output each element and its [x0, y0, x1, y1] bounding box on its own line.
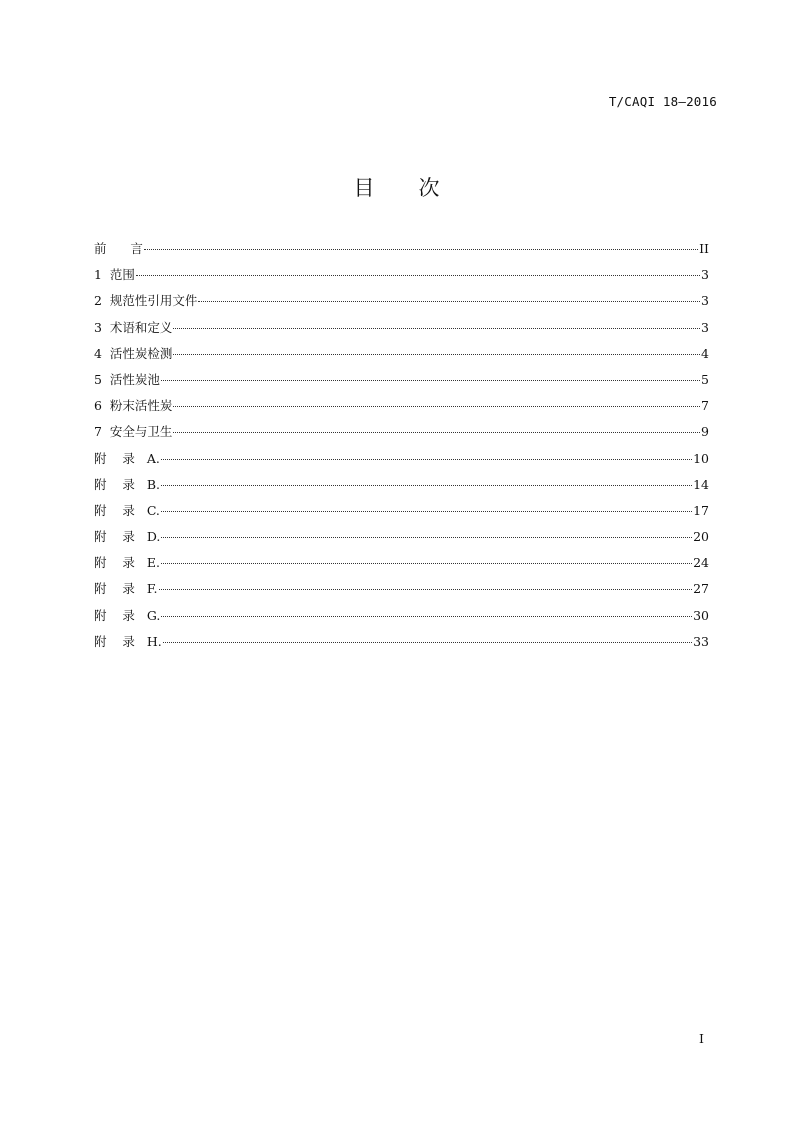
toc-entry-appendix-e[interactable] — [94, 553, 709, 579]
toc-list — [94, 239, 709, 658]
toc-entry-page: 4 — [701, 345, 709, 361]
toc-entry-page: 27 — [693, 581, 709, 597]
page-number: I — [699, 1031, 704, 1046]
toc-entry-3[interactable] — [94, 318, 709, 344]
toc-entry-label: 3 术语和定义 — [94, 319, 173, 335]
toc-entry-page: 9 — [701, 424, 709, 440]
toc-entry-appendix-d[interactable] — [94, 527, 709, 553]
toc-entry-appendix-a[interactable] — [94, 449, 709, 475]
toc-entry-page: 3 — [701, 267, 709, 283]
toc-entry-label: 附 录 F. — [94, 581, 158, 597]
toc-entry-page: 20 — [693, 529, 709, 545]
toc-entry-label: 2 规范性引用文件 — [94, 293, 198, 309]
toc-leader-dots — [198, 301, 700, 302]
toc-entry-page: 24 — [693, 555, 709, 571]
toc-entry-label: 附 录 A. — [94, 450, 160, 466]
toc-leader-dots — [136, 275, 700, 276]
toc-leader-dots — [161, 380, 700, 381]
toc-entry-page: 33 — [693, 633, 709, 649]
toc-entry-appendix-f[interactable] — [94, 579, 709, 605]
toc-entry-page: 7 — [701, 398, 709, 414]
toc-entry-label: 4 活性炭检测 — [94, 345, 173, 361]
toc-leader-dots — [173, 432, 700, 433]
toc-entry-7[interactable] — [94, 422, 709, 448]
toc-leader-dots — [161, 537, 692, 538]
toc-entry-label: 附 录 D. — [94, 529, 161, 545]
toc-entry-label: 5 活性炭池 — [94, 371, 160, 387]
toc-leader-dots — [161, 485, 692, 486]
toc-leader-dots — [173, 406, 700, 407]
toc-entry-1[interactable] — [94, 265, 709, 291]
toc-leader-dots — [161, 459, 692, 460]
toc-title-char-2: 次 — [418, 176, 440, 200]
toc-entry-page: 5 — [701, 371, 709, 387]
toc-leader-dots — [161, 616, 692, 617]
toc-entry-2[interactable] — [94, 291, 709, 317]
toc-entry-label: 附 录 G. — [94, 607, 161, 623]
toc-entry-label: 附 录 H. — [94, 633, 162, 649]
toc-entry-page: 17 — [693, 502, 709, 518]
toc-leader-dots — [173, 328, 700, 329]
toc-entry-label: 附 录 B. — [94, 476, 160, 492]
toc-entry-6[interactable] — [94, 396, 709, 422]
toc-entry-label: 6 粉末活性炭 — [94, 398, 173, 414]
toc-title-char-1: 目 — [353, 176, 375, 200]
toc-entry-5[interactable] — [94, 370, 709, 396]
toc-leader-dots — [159, 589, 693, 590]
toc-leader-dots — [163, 642, 692, 643]
toc-entry-page: II — [699, 241, 709, 256]
toc-entry-appendix-g[interactable] — [94, 606, 709, 632]
toc-entry-page: 3 — [701, 293, 709, 309]
toc-leader-dots — [173, 354, 700, 355]
toc-entry-appendix-h[interactable] — [94, 632, 709, 658]
toc-entry-page: 14 — [693, 476, 709, 492]
toc-leader-dots — [161, 563, 692, 564]
toc-entry-4[interactable] — [94, 344, 709, 370]
toc-entry-label: 7 安全与卫生 — [94, 424, 173, 440]
toc-leader-dots — [144, 249, 698, 250]
toc-leader-dots — [161, 511, 692, 512]
toc-entry-appendix-b[interactable] — [94, 475, 709, 501]
toc-entry-page: 3 — [701, 319, 709, 335]
document-code: T/CAQI 18—2016 — [608, 94, 717, 109]
toc-entry-label: 附 录 C. — [94, 502, 160, 518]
toc-entry-page: 10 — [693, 450, 709, 466]
toc-entry-appendix-c[interactable] — [94, 501, 709, 527]
toc-title — [0, 172, 793, 202]
toc-entry-label: 1 范围 — [94, 267, 135, 283]
toc-entry-foreword[interactable] — [94, 239, 709, 265]
toc-entry-label: 附 录 E. — [94, 555, 160, 571]
toc-entry-label: 前 言 — [94, 241, 143, 256]
toc-entry-page: 30 — [693, 607, 709, 623]
